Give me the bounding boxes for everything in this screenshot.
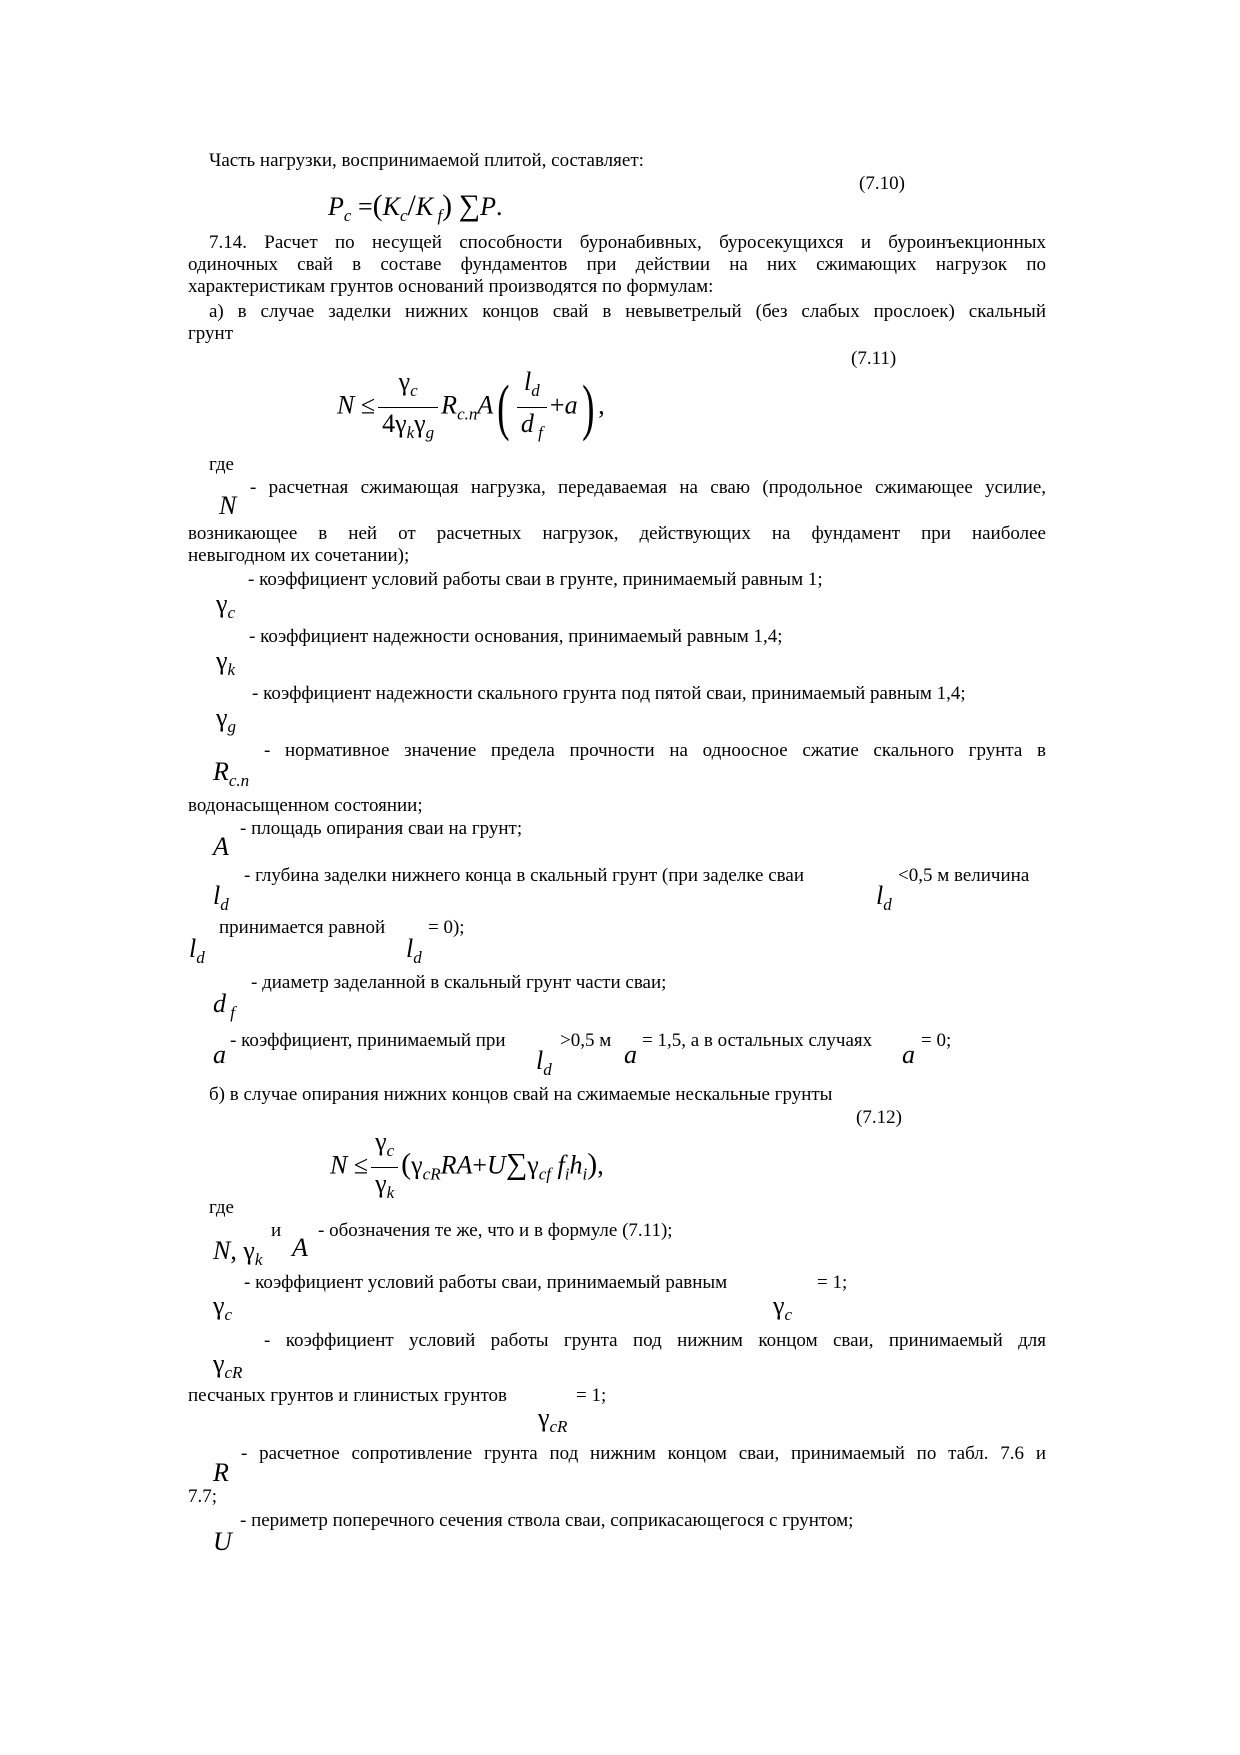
formula-7-11: N ≤ $\frac{\gamma_c}{4\gamma_k\gamma_g}$ $R_{c.n}A$( $\frac{l_d}{d _f}$ +a) , (337, 368, 605, 447)
def-gamma-cR-line2a: песчаных грунтов и глинистых грунтов (188, 1385, 508, 1406)
def-same-as-7-11: - обозначения те же, что и в формуле (7.11); (318, 1220, 673, 1241)
equation-number-7-12: (7.12) (856, 1107, 902, 1128)
def-gamma-c-2-value: = 1; (817, 1272, 848, 1293)
def-ld-line2b: = 0); (428, 917, 465, 938)
symbol-N: N (219, 491, 237, 520)
symbol-R: R (213, 1458, 229, 1487)
def-ld-line1a: - глубина заделки нижнего конца в скальный грунт (при заделке сваи (244, 865, 804, 886)
symbol-gamma-c-inline: $\gamma_c$ (773, 1291, 793, 1324)
def-U: - периметр поперечного сечения ствола сваи, соприкасающегося с грунтом; (240, 1510, 854, 1531)
where-label-1: где (209, 454, 234, 475)
def-a-part1: - коэффициент, принимаемый при (230, 1030, 506, 1051)
symbol-U: U (213, 1527, 232, 1556)
def-a-part4: = 0; (921, 1030, 952, 1051)
def-df: - диаметр заделанной в скальный грунт части сваи; (251, 972, 667, 993)
symbol-gamma-cR: $\gamma_{cR}$ (213, 1349, 243, 1382)
formula-7-12: N ≤ $\frac{\gamma_c}{\gamma_k}$ ($\gamma_{cR}RA+U\sum\gamma_{cf}$ $f_ih_i$), (330, 1128, 604, 1207)
symbol-A-2: A (292, 1233, 308, 1262)
intro-text: Часть нагрузки, воспринимаемой плитой, составляет: (209, 150, 644, 171)
def-a-part3: = 1,5, а в остальных случаях (642, 1030, 873, 1051)
symbol-df: d $_f$ (213, 989, 235, 1022)
def-N-line3: невыгодном их сочетании); (188, 545, 410, 566)
def-R-line2: 7.7; (188, 1486, 218, 1507)
def-R-line1: - расчетное сопротивление грунта под нижним концом сваи, принимаемый по табл. 7.6 и (241, 1443, 1046, 1464)
def-gamma-cR-line1: - коэффициент условий работы грунта под нижним концом сваи, принимаемый для (264, 1330, 1046, 1351)
symbol-ld-inline-4: $l_d$ (536, 1046, 552, 1079)
def-ld-line2a: принимается равной (219, 917, 386, 938)
case-b-text: б) в случае опирания нижних концов свай на сжимаемые нескальные грунты (209, 1084, 833, 1105)
def-gamma-c: - коэффициент условий работы сваи в грунте, принимаемый равным 1; (248, 569, 823, 590)
equation-number-7-11: (7.11) (851, 348, 897, 369)
symbol-A: A (213, 832, 229, 861)
symbol-gamma-c: $\gamma_c$ (216, 589, 236, 622)
symbol-gamma-c-2: $\gamma_c$ (213, 1291, 233, 1324)
def-gamma-k: - коэффициент надежности основания, принимаемый равным 1,4; (249, 626, 783, 647)
formula-7-10: $P_c =(K_c/K$ $_f$) ∑P. (328, 189, 503, 225)
paragraph-7-14-line2: одиночных свай в составе фундаментов при действии на них сжимающих нагрузок по (188, 254, 1046, 275)
equation-number-7-10: (7.10) (859, 173, 905, 194)
symbol-ld-inline-2: $l_d$ (189, 934, 205, 967)
def-N-line1: - расчетная сжимающая нагрузка, передаваемая на сваю (продольное сжимающее усилие, (250, 477, 1046, 498)
paragraph-7-14-line1: 7.14. Расчет по несущей способности буронабивных, буросекущихся и буроинъекционных (209, 232, 1046, 253)
where-label-2: где (209, 1197, 234, 1218)
symbol-gamma-g: $\gamma_g$ (216, 703, 236, 736)
def-Rcn-line1: - нормативное значение предела прочности на одноосное сжатие скального грунта в (264, 740, 1046, 761)
symbol-gamma-cR-inline: $\gamma_{cR}$ (538, 1403, 568, 1436)
def-gamma-g: - коэффициент надежности скального грунта под пятой сваи, принимаемый равным 1,4; (252, 683, 966, 704)
paragraph-7-14-line3: характеристикам грунтов оснований производятся по формулам: (188, 276, 714, 297)
symbol-a-inline-2: a (902, 1040, 915, 1069)
case-a-line2: грунт (188, 323, 234, 344)
symbol-a: a (213, 1040, 226, 1069)
symbol-N-gamma-k: N, $\gamma_k$ (213, 1236, 263, 1269)
symbol-ld-inline-3: $l_d$ (406, 934, 422, 967)
def-gamma-c-2: - коэффициент условий работы сваи, принимаемый равным (244, 1272, 728, 1293)
def-Rcn-line2: водонасыщенном состоянии; (188, 795, 423, 816)
def-N-line2: возникающее в ней от расчетных нагрузок, действующих на фундамент при наиболее (188, 523, 1046, 544)
symbol-a-inline-1: a (624, 1040, 637, 1069)
case-a-line1: а) в случае заделки нижних концов свай в невыветрелый (без слабых прослоек) скальный (209, 301, 1046, 322)
def-a-part2: >0,5 м (560, 1030, 612, 1051)
and-word: и (271, 1220, 282, 1241)
symbol-ld: $l_d$ (213, 881, 229, 914)
def-A: - площадь опирания сваи на грунт; (240, 818, 523, 839)
symbol-gamma-k: $\gamma_k$ (216, 646, 236, 679)
def-gamma-cR-line2b: = 1; (576, 1385, 607, 1406)
def-ld-line1b: <0,5 м величина (898, 865, 1030, 886)
symbol-ld-inline-1: $l_d$ (876, 881, 892, 914)
symbol-Rcn: $R_{c.n}$ (213, 757, 250, 790)
